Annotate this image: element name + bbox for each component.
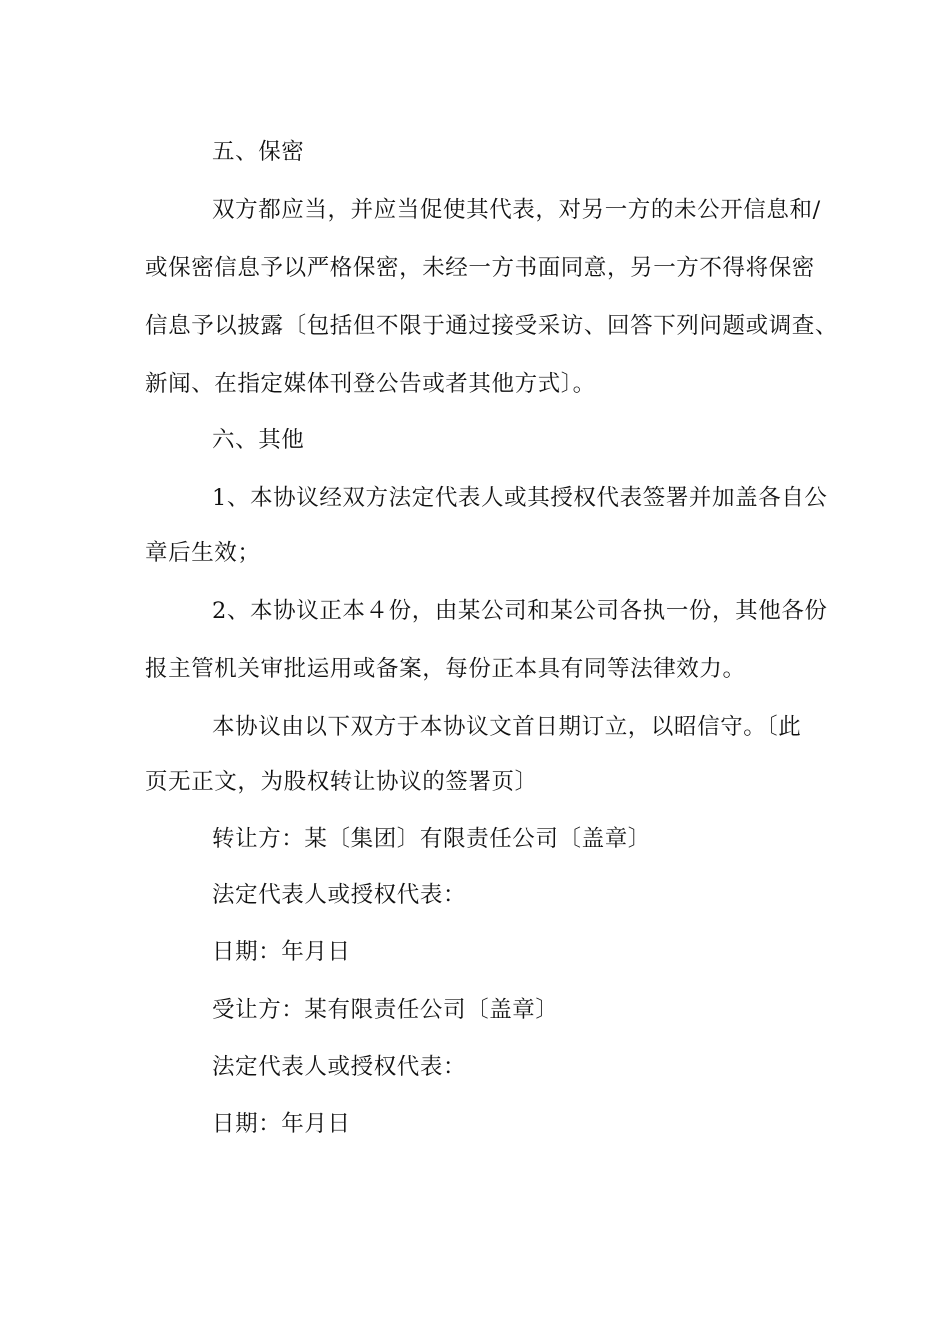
transferee-representative-line: 法定代表人或授权代表： xyxy=(212,1054,467,1080)
section-heading-other: 六、其他 xyxy=(212,427,305,453)
paragraph-line: 2、本协议正本４份，由某公司和某公司各执一份，其他各份 xyxy=(212,598,828,624)
paragraph-line: 本协议由以下双方于本协议文首日期订立，以昭信守。〔此 xyxy=(212,714,802,740)
paragraph-line: 信息予以披露〔包括但不限于通过接受采访、回答下列问题或调查、 xyxy=(145,313,839,339)
transferee-date-line: 日期：年月日 xyxy=(212,1111,351,1137)
transferee-line: 受让方：某有限责任公司〔盖章〕 xyxy=(212,997,559,1023)
transferor-representative-line: 法定代表人或授权代表： xyxy=(212,882,467,908)
paragraph-line: 双方都应当，并应当促使其代表，对另一方的未公开信息和/ xyxy=(212,197,821,223)
paragraph-line: 1、本协议经双方法定代表人或其授权代表签署并加盖各自公 xyxy=(212,485,828,511)
paragraph-line: 章后生效； xyxy=(145,540,261,566)
paragraph-line: 新闻、在指定媒体刊登公告或者其他方式〕。 xyxy=(145,371,596,397)
paragraph-line: 或保密信息予以严格保密，未经一方书面同意，另一方不得将保密 xyxy=(145,255,815,281)
paragraph-line: 页无正文，为股权转让协议的签署页〕 xyxy=(145,769,538,795)
paragraph-line: 报主管机关审批运用或备案，每份正本具有同等法律效力。 xyxy=(145,656,746,682)
section-heading-confidentiality: 五、保密 xyxy=(212,139,305,165)
transferor-line: 转让方：某〔集团〕有限责任公司〔盖章〕 xyxy=(212,826,651,852)
transferor-date-line: 日期：年月日 xyxy=(212,939,351,965)
